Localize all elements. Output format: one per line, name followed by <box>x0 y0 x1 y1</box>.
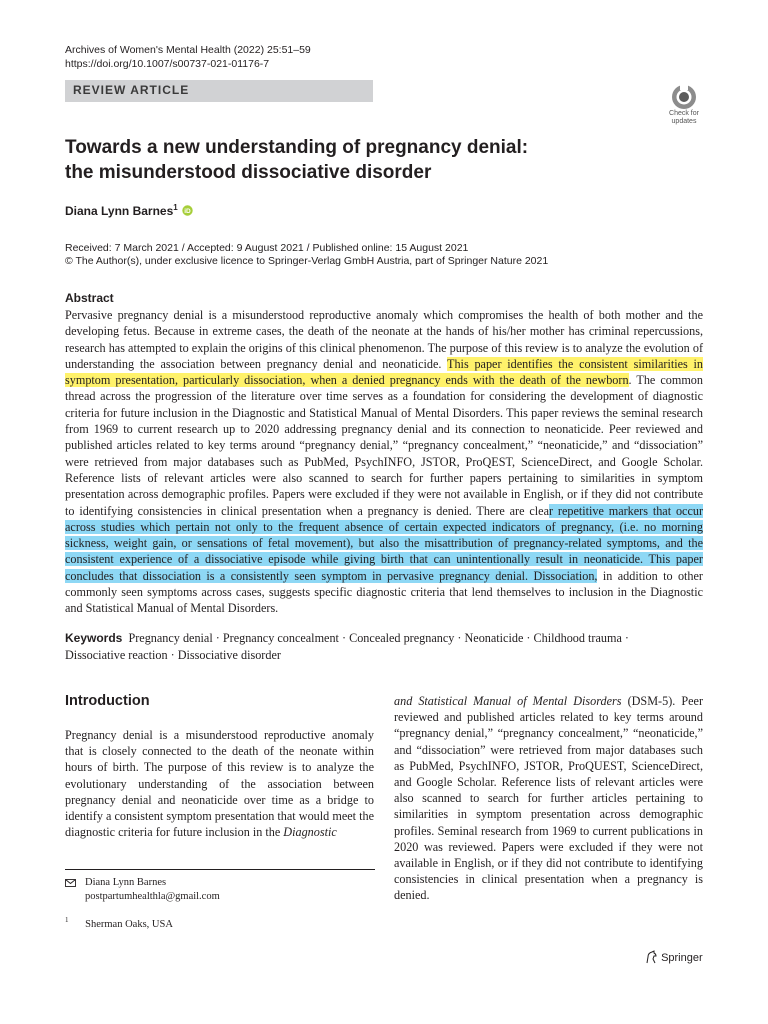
abstract-highlight-blue: r repetitive markers that occur across studies which pertain not only to the frequent absence of certain expected indicators of pregnancy, (i.e. no morning sickness, weight gain, or sensations of fetal movement), but also the misattribution of pregnancy-related symptoms, and the consistent experience of a dissociative episode while giving birth that can unintentionally result in neonaticide. This paper concludes that dissociation is a consistently seen symptom in pervasive pregnancy denial. Dissociation, <box>65 503 704 583</box>
check-updates-icon <box>671 84 697 110</box>
running-header <box>65 43 311 71</box>
author-line <box>65 203 193 218</box>
check-for-updates-badge[interactable] <box>662 84 706 126</box>
intro-right-column <box>394 693 703 904</box>
check-updates-label-1: Check for <box>669 110 699 117</box>
doi-link[interactable]: https://doi.org/10.1007/s00737-021-01176-7 <box>65 58 270 70</box>
intro-left-italic: Diagnostic <box>283 825 337 840</box>
article-type-banner <box>65 80 373 102</box>
intro-left-text: Pregnancy denial is a misunderstood reproductive anomaly that is closely connected to the death of the neonate within hours of birth. The purpose of this review is to analyze the evolutionary understanding of the association between pregnancy denial and neonaticide over time as a bridge to identify a consistent symptom presentation that would meet the diagnostic criteria for future inclusion in the <box>65 728 374 840</box>
check-updates-label-2: updates <box>671 118 697 125</box>
publisher-name: Springer <box>661 952 703 964</box>
journal-citation: Archives of Women's Mental Health (2022) 25:51–59 <box>65 44 311 56</box>
intro-right-italic: and Statistical Manual of Mental Disorders <box>394 694 622 708</box>
footnote-contact <box>65 876 220 903</box>
publication-dates <box>65 242 548 268</box>
title-line-1: Towards a new understanding of pregnancy denial: <box>65 137 529 158</box>
title-line-2: the misunderstood dissociative disorder <box>65 162 432 183</box>
footnote-rule <box>65 869 375 870</box>
article-type-label: REVIEW ARTICLE <box>73 83 190 97</box>
publisher-footer <box>645 952 703 964</box>
abstract-text-3: in addition to other commonly seen symptoms across cases, suggests specific diagnostic criteria that lend themselves to inclusion in the Diagnostic and Statistical Manual of Mental Disorders. <box>65 568 703 616</box>
received-accepted-published: Received: 7 March 2021 / Accepted: 9 August 2021 / Published online: 15 August 2021 <box>65 242 469 254</box>
envelope-icon <box>65 879 76 887</box>
springer-horse-icon <box>645 950 658 964</box>
affiliation-text: Sherman Oaks, USA <box>85 918 173 930</box>
introduction-heading: Introduction <box>65 693 150 709</box>
footnote-affiliation <box>65 916 173 930</box>
abstract-text-2: . The common thread across the progression of the literature over time serves as a foundation for considering the development of diagnostic criteria for future inclusion in the Diagnostic and Statistical Manual of Mental Disorders. This paper reviews the seminal research from 1969 to current research up to 2020 addressing pregnancy denial and its connection to neonaticide. Peer reviewed and published articles related to key terms around “pregnancy denial,” “pregnancy concealment,” “neonaticide,” and “dissociation” were retrieved from major databases such as PubMed, PsychINFO, JSTOR, ProQEST, ScienceDirect, and Google Scholar. Reference lists of relevant articles were also scanned to search for further papers pertaining to similarities in symptom presentation across demographic profiles. Papers were excluded if they were not available in English, or if they did not contribute to identifying consistencies in clinical presentation when a pregnancy is denied. There are clea <box>65 373 703 518</box>
orcid-icon[interactable] <box>182 205 193 216</box>
author-affiliation-mark: 1 <box>173 203 178 212</box>
abstract-highlight-yellow: This paper identifies the consistent similarities in symptom presentation, particularly dissociation, when a denied pregnancy ends with the death of the newborn <box>65 356 704 388</box>
article-title <box>65 135 528 185</box>
keywords-block <box>65 630 629 664</box>
corresponding-author-email[interactable]: postpartumhealthla@gmail.com <box>85 890 220 902</box>
intro-left-column <box>65 727 374 840</box>
keywords-label: Keywords <box>65 631 123 645</box>
author-name[interactable]: Diana Lynn Barnes <box>65 204 174 218</box>
keywords-line-2: Dissociative reaction · Dissociative disorder <box>65 648 281 662</box>
corresponding-author-name: Diana Lynn Barnes <box>85 877 167 888</box>
copyright-notice: © The Author(s), under exclusive licence to Springer-Verlag GmbH Austria, part of Springer Nature 2021 <box>65 255 549 267</box>
intro-right-text: (DSM-5). Peer reviewed and published articles related to key terms around “pregnancy denial,” “pregnancy concealment,” “neonaticide,” and “dissociation” were retrieved from major databases such as PubMed, PsychINFO, JSTOR, ProQUEST, ScienceDirect, and Google Scholar. Reference lists of relevant articles were also scanned to search for further articles pertaining to similarities in symptom presentation across demographic profiles. Seminal research from 1969 to current publications in 2020 was reviewed. Papers were excluded if they were not available in English, or if they did not contribute to identifying consistencies in clinical presentation when a pregnancy is denied. <box>394 694 704 903</box>
abstract-body <box>65 307 703 617</box>
svg-text:iD: iD <box>184 207 191 215</box>
abstract-heading: Abstract <box>65 291 114 305</box>
affiliation-number: 1 <box>65 916 69 924</box>
abstract-text-1: Pervasive pregnancy denial is a misunderstood reproductive anomaly which compromises the health of both mother and the developing fetus. Because in extreme cases, the death of the neonate at the hands of his/her mother has criminal repercussions, research has attempted to explain the origins of this clinical phenomenon. The purpose of this review is to analyze the evolution of understanding the association between pregnancy denial and neonaticide. <box>65 308 703 371</box>
keywords-line-1: Pregnancy denial · Pregnancy concealment · Concealed pregnancy · Neonaticide · Childhood trauma · <box>128 631 629 645</box>
